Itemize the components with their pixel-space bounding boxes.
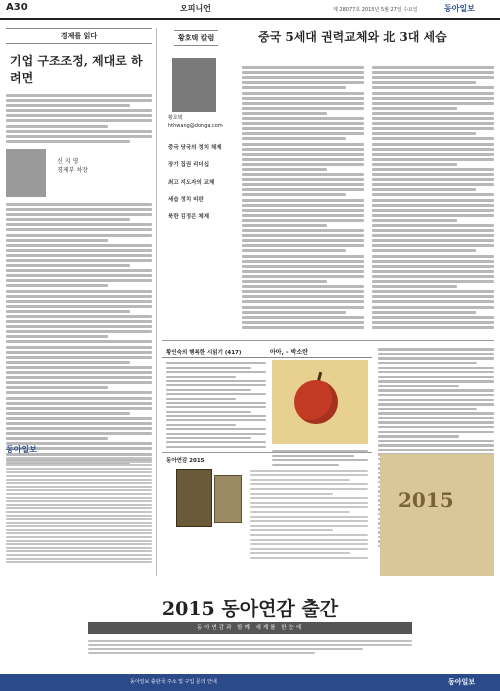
poem-text <box>166 360 266 450</box>
book-cover <box>176 469 212 527</box>
body-lines <box>242 64 364 331</box>
footer-brand[interactable]: 동아일보 <box>448 678 476 686</box>
right-article-header <box>162 28 494 58</box>
poem-column-label: 황인숙의 행복한 시읽기 (417) <box>166 350 242 356</box>
key-points <box>168 144 232 223</box>
body-lines <box>372 64 494 331</box>
body-lines <box>6 203 152 466</box>
key-point: 중국 당국의 정치 체제 <box>168 145 222 151</box>
banner-footer <box>0 674 500 691</box>
author-photo <box>172 58 216 112</box>
promo-banner <box>0 582 500 691</box>
section-divider <box>162 340 494 341</box>
author-name: 황호택 <box>168 115 183 121</box>
author-sidebar <box>162 58 232 231</box>
newspaper-brand[interactable]: 동아일보 <box>444 4 475 13</box>
book-cover-secondary <box>214 475 242 523</box>
cover-year: 2015 <box>398 488 454 512</box>
author-photo <box>6 149 46 197</box>
author-email[interactable]: hthwang@donga.com <box>168 122 223 129</box>
column-label: 경제를 읽다 <box>6 28 152 44</box>
newspaper-masthead-footer <box>6 444 152 565</box>
apple-illustration <box>272 360 368 444</box>
page-header <box>0 0 500 20</box>
author-name: 신 지 영 <box>57 157 79 165</box>
body-lines <box>6 94 152 143</box>
article-title[interactable]: 기업 구조조정, 제대로 하려면 <box>10 54 143 85</box>
issue-date: 제 28077호 2015년 5월 27일 수요일 <box>333 7 418 13</box>
column-label: 황호택 칼럼 <box>174 30 218 46</box>
article-title[interactable]: 중국 5세대 권력교체와 北 3대 세습 <box>258 30 447 44</box>
banner-info <box>88 638 412 656</box>
apple-icon <box>294 380 338 424</box>
page-number: A30 <box>6 2 28 13</box>
poem-title[interactable]: 아아, - 박소란 <box>270 349 308 356</box>
masthead-logo: 동아일보 <box>6 445 37 454</box>
ad-cover-image <box>380 454 494 576</box>
section-name: 오피니언 <box>180 4 211 13</box>
book-advertisement[interactable] <box>162 452 372 576</box>
column-divider <box>156 28 157 576</box>
author-role: 경제부 차장 <box>57 166 88 174</box>
ad-label: 동아연감 2015 <box>166 458 205 464</box>
banner-title[interactable]: 2015 동아연감 출간 <box>161 598 339 620</box>
key-point: 최고 지도자의 교체 <box>168 179 215 186</box>
footer-text: 동아일보 출판국 주소 및 구입 문의 안내 <box>130 679 217 685</box>
poem-header <box>162 346 372 358</box>
key-point: 북한 김정은 체제 <box>168 214 210 221</box>
right-column-article <box>162 28 494 338</box>
ad-text <box>250 467 368 561</box>
banner-strip: 동아연감과 함께 세계를 한눈에 <box>88 622 412 634</box>
author-block <box>6 145 152 197</box>
key-point: 세습 정치 비판 <box>168 197 204 204</box>
key-point: 장기 집권 리더십 <box>168 162 210 169</box>
